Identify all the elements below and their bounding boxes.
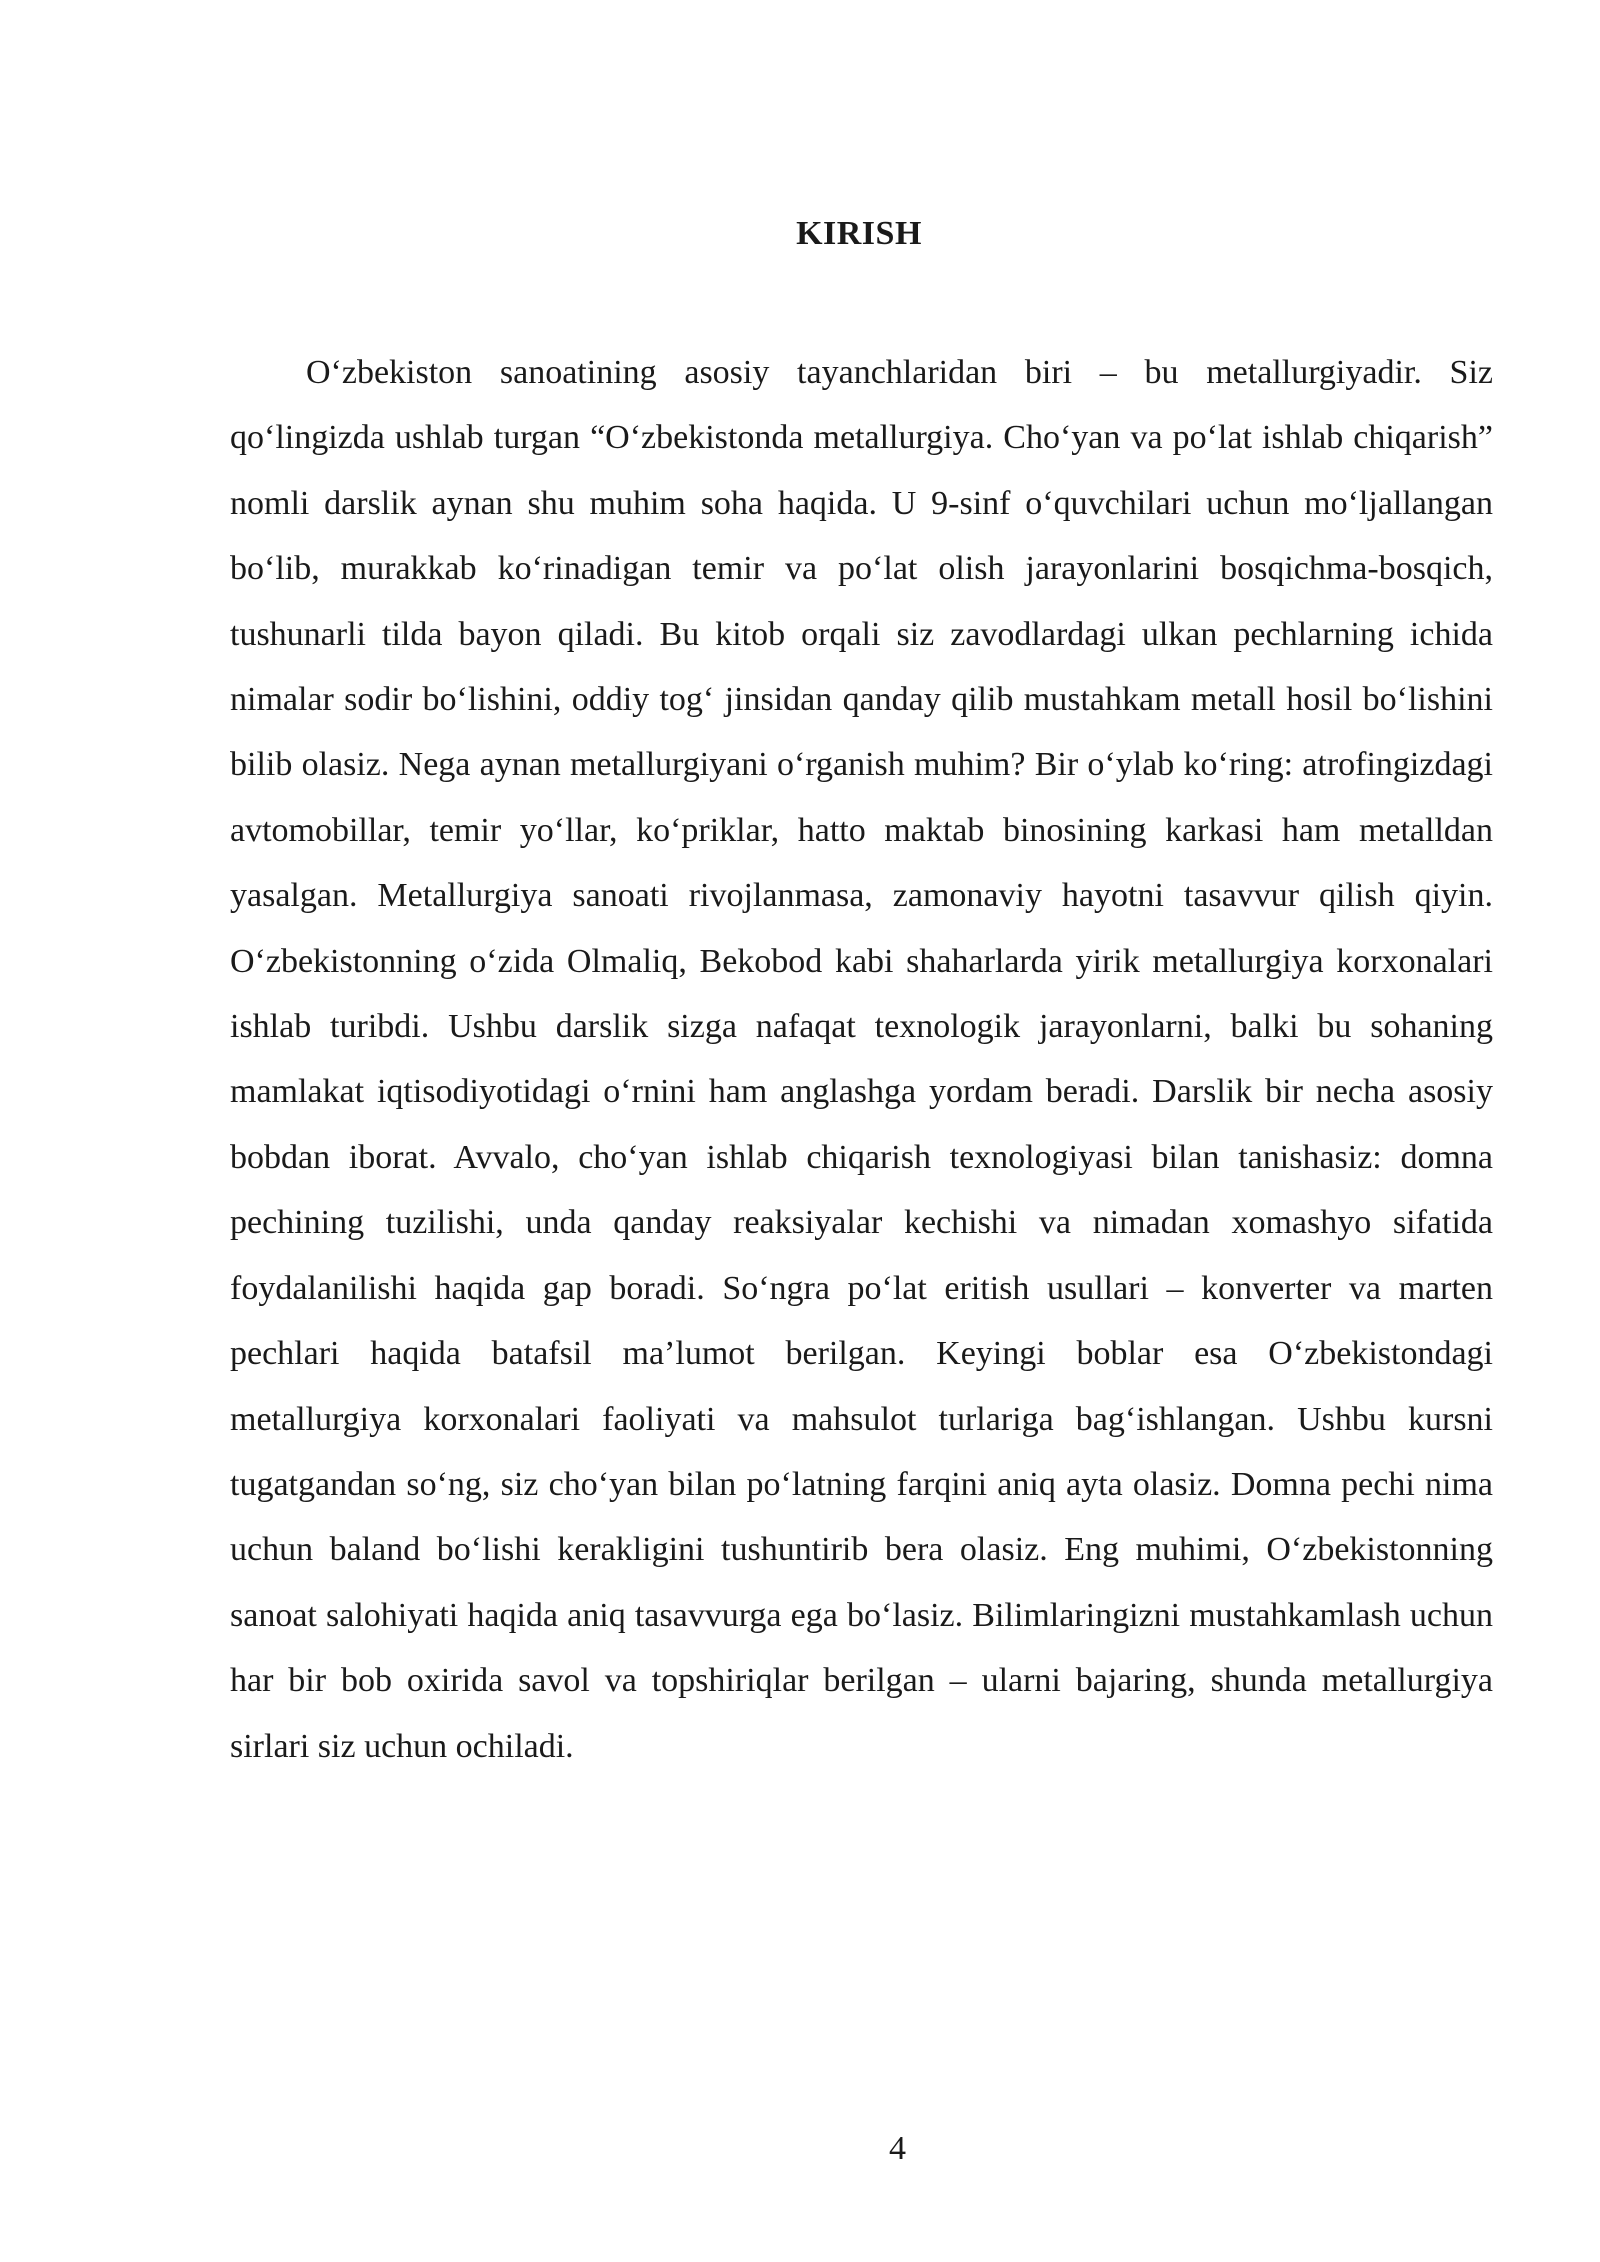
body-paragraph: O‘zbekiston sanoatining asosiy tayanchlaridan biri – bu metallurgiyadir. Siz qo‘lingizda ushlab turgan “O‘zbekistonda metallurgiya. Cho‘yan va po‘lat ishlab chiqarish” nomli darslik aynan shu muhim soha haqida. U 9-sinf o‘quvchilari uchun mo‘ljallangan bo‘lib, murakkab ko‘rinadigan temir va po‘lat olish jarayonlarini bosqichma-bosqich, tushunarli tilda bayon qiladi. Bu kitob orqali siz zavodlardagi ulkan pechlarning ichida nimalar sodir bo‘lishini, oddiy tog‘ jinsidan qanday qilib mustahkam metall hosil bo‘lishini bilib olasiz. Nega aynan metallurgiyani o‘rganish muhim? Bir o‘ylab ko‘ring: atrofingizdagi avtomobillar, temir yo‘llar, ko‘priklar, hatto maktab binosining karkasi ham metalldan yasalgan. Metallurgiya sanoati rivojlanmasa, zamonaviy hayotni tasavvur qilish qiyin. O‘zbekistonning o‘zida Olmaliq, Bekobod kabi shaharlarda yirik metallurgiya korxonalari ishlab turibdi. Ushbu darslik sizga nafaqat texnologik jarayonlarni, balki bu sohaning mamlakat iqtisodiyotidagi o‘rnini ham anglashga yordam beradi. Darslik bir necha asosiy bobdan iborat. Avvalo, cho‘yan ishlab chiqarish texnologiyasi bilan tanishasiz: domna pechining tuzilishi, unda qanday reaksiyalar kechishi va nimadan xomashyo sifatida foydalanilishi haqida gap boradi. So‘ngra po‘lat eritish usullari – konverter va marten pechlari haqida batafsil ma’lumot berilgan. Keyingi boblar esa O‘zbekistondagi metallurgiya korxonalari faoliyati va mahsulot turlariga bag‘ishlangan. Ushbu kursni tugatgandan so‘ng, siz cho‘yan bilan po‘latning farqini aniq ayta olasiz. Domna pechi nima uchun baland bo‘lishi kerakligini tushuntirib bera olasiz. Eng muhimi, O‘zbekistonning sanoat salohiyati haqida aniq tasavvurga ega bo‘lasiz. Bilimlaringizni mustahkamlash uchun har bir bob oxirida savol va topshiriqlar berilgan – ularni bajaring, shunda metallurgiya sirlari siz uchun ochiladi. <box>230 354 1493 1765</box>
page-number: 4 <box>889 2130 906 2167</box>
page-title: KIRISH <box>796 215 922 252</box>
